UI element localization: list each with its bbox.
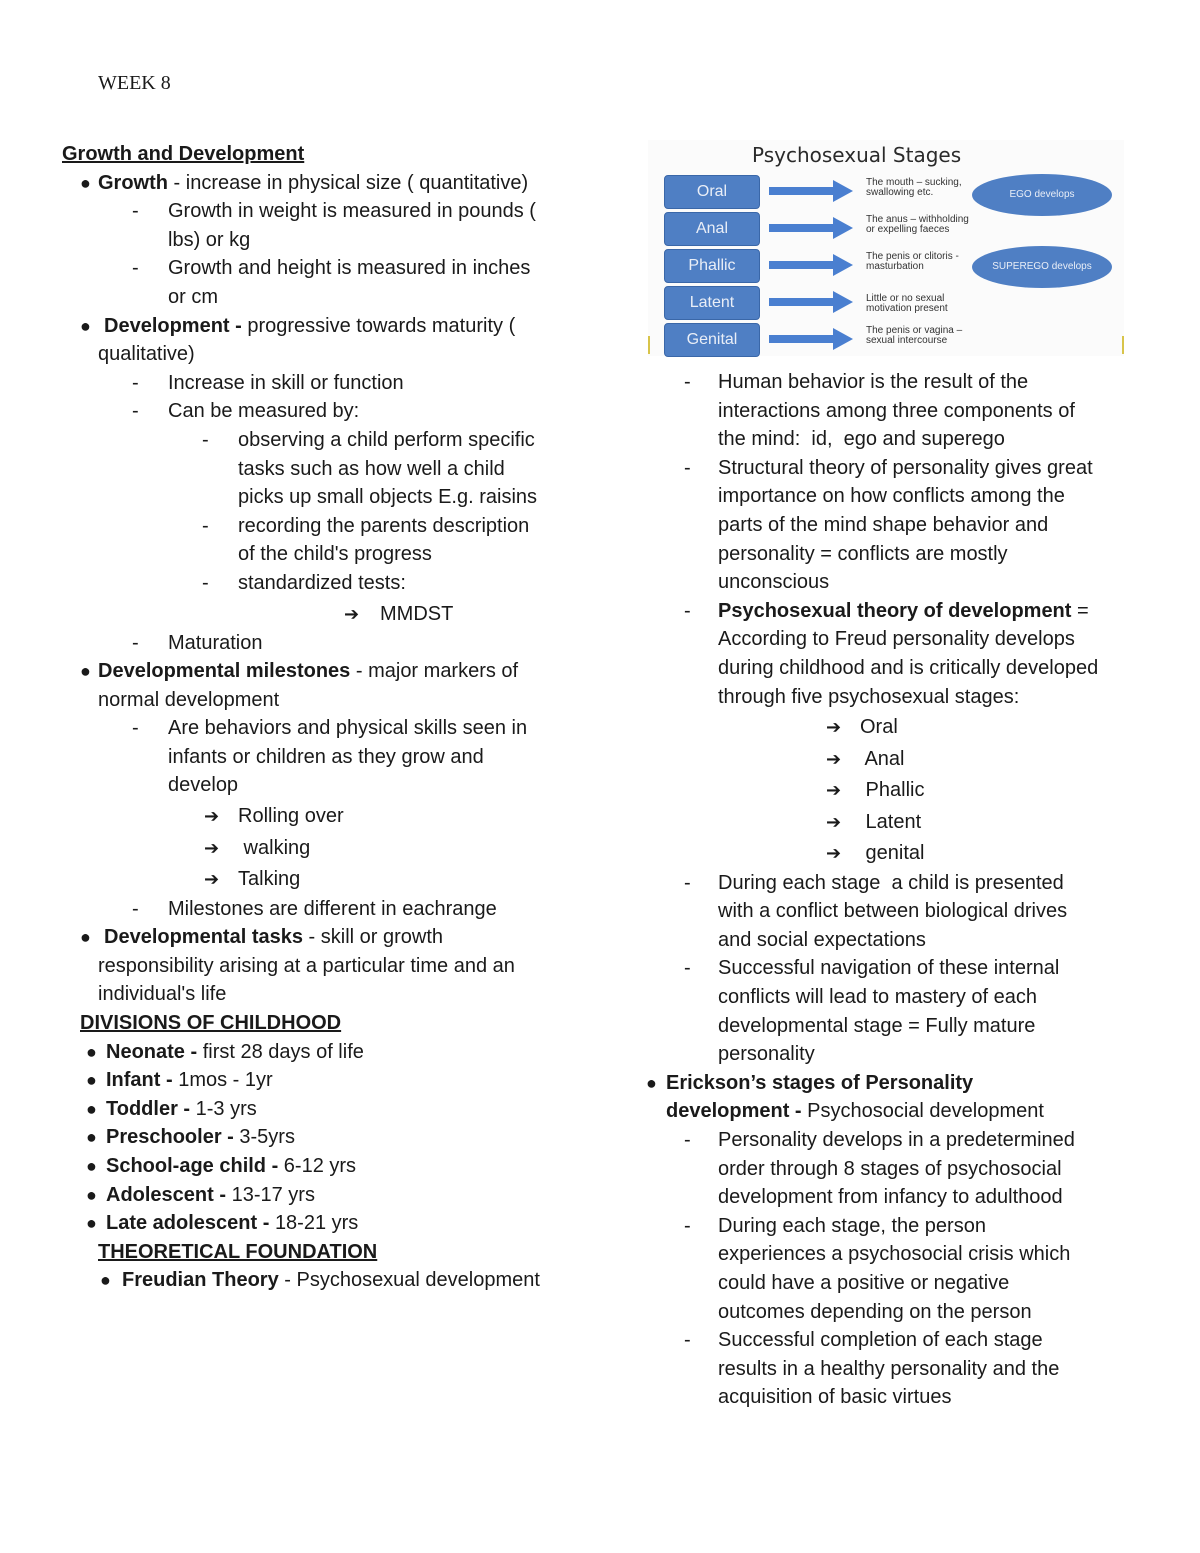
stage-box: Genital xyxy=(664,323,760,357)
margin-mark xyxy=(648,336,650,354)
right-column: - Human behavior is the result of the interactions among three components of the mind: id, ego and superego - Structural theory of personality gives great importance on how conflicts among the parts of the mind shape behavior and personality = conflicts are mostly unconscious - Psychosexual theory of development = According to Freud personality develops during childhood and is critically developed through five psychosexual stages: ➔ Oral ➔ Anal ➔ Phallic ➔ Latent ➔ genital - During each stage a child is presented with a conflict between biological drives and social expectations - Successful navigation of these internal conflicts will lead to mastery of each developmental stage = Fully mature personality ● Erickson’s stages of Personality development - Psychosocial development - Personality develops in a predetermined order through 8 stages of psychosocial development from infancy to adulthood - During each stage, the person experiences a psychosocial crisis which could have a positive or negative outcomes depending on the person - Successful completion of each stage results in a healthy personality and the acquisition of basic virtues xyxy=(640,368,1160,1412)
paragraph-line: Structural theory of personality gives great xyxy=(718,456,1093,479)
development-desc: qualitative) xyxy=(98,343,195,366)
paragraph-line: personality = conflicts are mostly xyxy=(718,542,1008,565)
milestones-desc: normal development xyxy=(98,688,280,711)
milestones-sub: develop xyxy=(168,774,239,797)
bullet-icon: ● xyxy=(86,1184,97,1205)
bullet-icon: ● xyxy=(80,172,91,193)
measure-item: observing a child perform specific xyxy=(238,428,535,451)
week-label: WEEK 8 xyxy=(98,72,171,94)
paragraph-line: order through 8 stages of psychosocial xyxy=(718,1157,1062,1180)
psychosexual-diagram xyxy=(648,140,1124,356)
development-desc: progressive towards maturity ( xyxy=(241,314,516,337)
paragraph-line: experiences a psychosocial crisis which xyxy=(718,1243,1071,1266)
paragraph-line: According to Freud personality develops xyxy=(718,628,1075,651)
paragraph-line: through five psychosexual stages: xyxy=(718,685,1020,708)
milestones-term: Developmental milestones xyxy=(98,660,351,683)
stage-box: Anal xyxy=(664,212,760,246)
measure-item: picks up small objects E.g. raisins xyxy=(238,486,538,509)
bullet-icon: ● xyxy=(100,1270,111,1291)
erickson-item xyxy=(640,1069,1160,1098)
arrow-icon: ➔ xyxy=(826,843,842,864)
stage-description: The penis or vagina – sexual intercourse xyxy=(866,325,963,346)
section-heading: Growth and Development xyxy=(62,143,305,165)
stage-box: Phallic xyxy=(664,249,760,283)
paragraph-line: During each stage a child is presented xyxy=(718,871,1064,894)
erickson-term: Erickson’s stages of Personality xyxy=(666,1071,974,1094)
paragraph-line: acquisition of basic virtues xyxy=(718,1386,952,1409)
division-item: ● Infant - 1mos - 1yr xyxy=(62,1066,622,1095)
stage-description: Little or no sexual motivation present xyxy=(866,293,948,314)
equals-sign: = xyxy=(1071,599,1089,622)
measure-item: of the child's progress xyxy=(238,543,432,566)
growth-term: Growth xyxy=(98,171,168,194)
milestone-example: Rolling over xyxy=(238,805,344,828)
arrow-icon: ➔ xyxy=(204,869,220,890)
freudian-desc: - Psychosexual development xyxy=(278,1269,540,1292)
milestones-desc: - major markers of xyxy=(350,660,519,683)
arrow-icon xyxy=(769,254,853,276)
paragraph-line: Successful completion of each stage xyxy=(718,1329,1043,1352)
measure-item: recording the parents description xyxy=(238,514,530,537)
division-item: ● Preschooler - 3-5yrs xyxy=(62,1123,622,1152)
milestone-example: Talking xyxy=(238,868,301,891)
paragraph-line: the mind: id, ego and superego xyxy=(718,428,1005,451)
tasks-desc: responsibility arising at a particular time and an xyxy=(98,954,515,977)
measure-item: standardized tests: xyxy=(238,571,406,594)
paragraph-line: interactions among three components of xyxy=(718,399,1075,422)
erickson-desc: Psychosocial development xyxy=(801,1100,1044,1123)
paragraph-line: and social expectations xyxy=(718,928,926,951)
bullet-icon: ● xyxy=(80,661,91,682)
margin-mark xyxy=(1122,336,1124,354)
stage-box: Latent xyxy=(664,286,760,320)
paragraph-line: personality xyxy=(718,1043,815,1066)
bullet-icon: ● xyxy=(80,927,91,948)
paragraph-line: Successful navigation of these internal xyxy=(718,957,1060,980)
milestones-sub: Are behaviors and physical skills seen in xyxy=(168,717,528,740)
growth-sub: or cm xyxy=(168,285,218,308)
arrow-icon: ➔ xyxy=(204,837,220,858)
bullet-icon: ● xyxy=(86,1070,97,1091)
diagram-title: Psychosexual Stages xyxy=(752,143,962,167)
development-item xyxy=(62,312,622,341)
stage-item: Anal xyxy=(860,747,905,770)
milestones-item xyxy=(62,657,622,686)
paragraph-line: unconscious xyxy=(718,571,830,594)
milestone-example: walking xyxy=(238,836,311,859)
stage-item: Phallic xyxy=(860,779,925,802)
erickson-term: development - xyxy=(666,1100,802,1123)
arrow-icon: ➔ xyxy=(826,717,842,738)
growth-sub: Growth in weight is measured in pounds ( xyxy=(168,200,536,223)
paragraph-line: conflicts will lead to mastery of each xyxy=(718,986,1038,1008)
maturation-label: Maturation xyxy=(168,631,263,654)
stage-description: The penis or clitoris - masturbation xyxy=(866,251,959,272)
paragraph-line: with a conflict between biological drives xyxy=(718,900,1068,923)
division-item: ● School-age child - 6-12 yrs xyxy=(62,1152,622,1181)
division-item: ● Adolescent - 13-17 yrs xyxy=(62,1181,622,1210)
bullet-icon: ● xyxy=(86,1213,97,1234)
stage-item: genital xyxy=(860,842,925,865)
stage-description: The mouth – sucking, swallowing etc. xyxy=(866,177,962,198)
milestones-sub: Milestones are different in eachrange xyxy=(168,897,497,920)
arrow-icon: ➔ xyxy=(204,806,220,827)
growth-desc: - increase in physical size ( quantitative) xyxy=(168,171,529,194)
theory-heading: THEORETICAL FOUNDATION xyxy=(98,1240,378,1263)
paragraph-line: development from infancy to adulthood xyxy=(718,1186,1063,1209)
stage-description: The anus – withholding or expelling faeces xyxy=(866,214,969,235)
bullet-icon: ● xyxy=(646,1072,657,1093)
development-sub: Increase in skill or function xyxy=(168,371,404,394)
paragraph-line: parts of the mind shape behavior and xyxy=(718,513,1049,536)
tasks-term: Developmental tasks xyxy=(104,926,303,949)
divisions-heading: DIVISIONS OF CHILDHOOD xyxy=(80,1011,342,1034)
freudian-term: Freudian Theory xyxy=(122,1269,279,1292)
development-sub: Can be measured by: xyxy=(168,400,360,423)
arrow-icon: ➔ xyxy=(826,748,842,769)
stage-item: Oral xyxy=(860,716,898,739)
growth-sub: lbs) or kg xyxy=(168,228,251,251)
development-term: Development - xyxy=(104,314,242,337)
division-item: ● Toddler - 1-3 yrs xyxy=(62,1095,622,1124)
paragraph-line: could have a positive or negative xyxy=(718,1271,1010,1294)
paragraph-line: developmental stage = Fully mature xyxy=(718,1014,1036,1037)
growth-sub: Growth and height is measured in inches xyxy=(168,257,531,280)
tasks-desc: - skill or growth xyxy=(302,926,444,949)
paragraph-line: importance on how conflicts among the xyxy=(718,485,1065,508)
division-item: ● Late adolescent - 18-21 yrs xyxy=(62,1209,622,1238)
paragraph-line: During each stage, the person xyxy=(718,1214,986,1237)
paragraph-line: results in a healthy personality and the xyxy=(718,1357,1060,1380)
mmdst-label: MMDST xyxy=(380,602,454,625)
paragraph-line: outcomes depending on the person xyxy=(718,1300,1032,1323)
milestones-sub: infants or children as they grow and xyxy=(168,745,484,768)
bullet-icon: ● xyxy=(80,315,91,336)
stage-item: Latent xyxy=(860,810,922,833)
freudian-item xyxy=(62,1266,622,1295)
measure-item: tasks such as how well a child xyxy=(238,457,505,480)
bullet-icon: ● xyxy=(86,1098,97,1119)
arrow-icon xyxy=(769,180,853,202)
paragraph-line: Human behavior is the result of the xyxy=(718,371,1029,393)
superego-ellipse: SUPEREGO develops xyxy=(972,246,1112,288)
arrow-icon xyxy=(769,291,853,313)
stage-box: Oral xyxy=(664,175,760,209)
arrow-icon: ➔ xyxy=(826,780,842,801)
arrow-icon xyxy=(769,328,853,350)
ego-ellipse: EGO develops xyxy=(972,174,1112,216)
growth-item xyxy=(62,169,622,198)
division-item: ● Neonate - first 28 days of life xyxy=(62,1038,622,1067)
arrow-icon: ➔ xyxy=(826,811,842,832)
tasks-item xyxy=(62,923,622,952)
bullet-icon: ● xyxy=(86,1041,97,1062)
paragraph-line: during childhood and is critically developed xyxy=(718,656,1099,679)
arrow-icon xyxy=(769,217,853,239)
psychosexual-term: Psychosexual theory of development xyxy=(718,599,1072,622)
left-column: Growth and Development ● Growth - increase in physical size ( quantitative) - Growth in weight is measured in pounds ( lbs) or kg - Growth and height is measured in inches or cm ● Development - progressive towards maturity ( qualitative) - Increase in skill or function - Can be measured by: - observing a child perform specific tasks such as how well a child picks up small objects E.g. raisins - recording the parents description of the child's progress - standardized tests: ➔ MMDST - Maturation ● Developmental milestones - major markers of normal development - Are behaviors and physical skills seen in infants or children as they grow and develop ➔ Rolling over ➔ walking ➔ Talking - Milestones are different in eachrange ● Developmental tasks - skill or growth responsibility arising at a particular time and an individual's life DIVISIONS OF CHILDHOOD ● Neonate - first 28 days of life ● Infant - 1mos - 1yr ● Toddler - 1-3 yrs ● Preschooler - 3-5yrs ● School-age child - 6-12 yrs ● Adolescent - 13-17 yrs ● Late adolescent - 18-21 yrs THEORETICAL FOUNDATION ● Freudian Theory - Psychosexual development xyxy=(62,140,622,1295)
bullet-icon: ● xyxy=(86,1155,97,1176)
bullet-icon: ● xyxy=(86,1127,97,1148)
paragraph-line: Personality develops in a predetermined xyxy=(718,1128,1075,1151)
tasks-desc: individual's life xyxy=(98,983,227,1006)
arrow-icon: ➔ xyxy=(344,603,360,624)
